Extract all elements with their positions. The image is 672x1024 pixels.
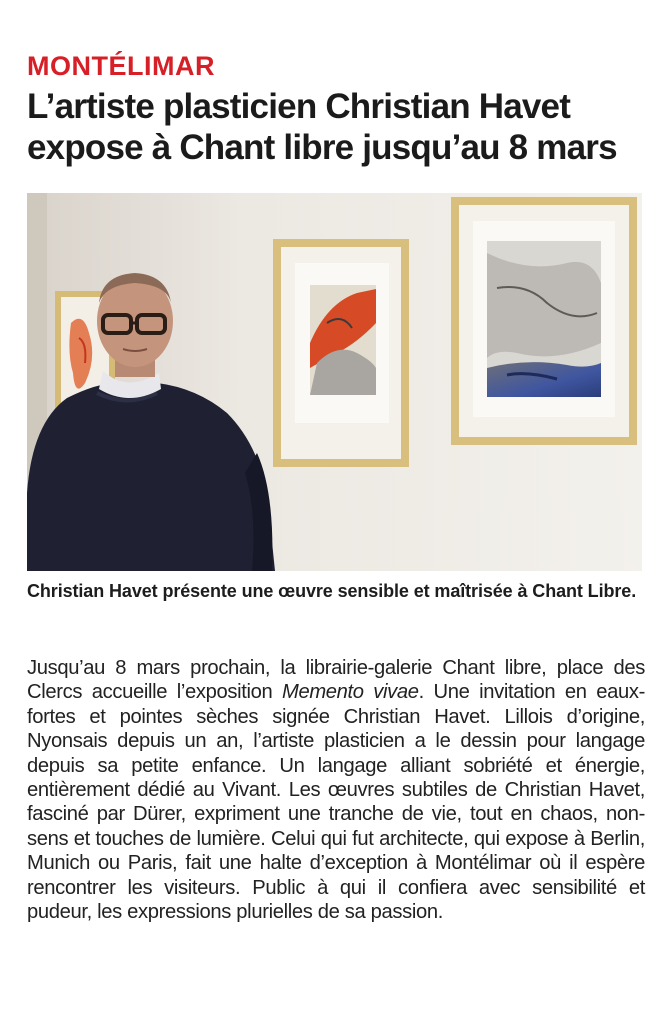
body-text-part2: . Une invitation en eaux-fortes et pointes sèches signée Christian Havet. Lillois d’origine, Nyonsais depuis un an, l’artiste plasticien a le dessin pour langage depuis sa petite enfance. Un langage alliant sobriété et énergie, entièrement dédié au Vivant. Les œuvres subtiles de Christian Havet, fasciné par Dürer, expriment une tranche de vie, tout en chaos, non-sens et touches de lumière. Celui qui fut architecte, qui expose à Berlin, Munich ou Paris, fait une halte d’exception à Montélimar où il espère rencontrer les visiteurs. Public à qui il confiera avec sensibilité et pudeur, les expressions plurielles de sa passion. — [27, 681, 645, 924]
body-text-part1: Jusqu’au 8 mars prochain, la librairie-galerie Chant libre, place des Clercs accueille l’exposition — [27, 657, 645, 704]
photo-caption: Christian Havet présente une œuvre sensible et maîtrisée à Chant Libre. — [27, 581, 637, 601]
article-photo — [27, 193, 642, 571]
article-headline: L’artiste plasticien Christian Havet expose à Chant libre jusqu’au 8 mars — [27, 87, 617, 167]
exhibition-title: Memento vivae — [281, 681, 419, 704]
section-kicker: MONTÉLIMAR — [27, 51, 215, 81]
artwork-frame-middle — [273, 239, 409, 467]
artwork-frame-right — [451, 197, 637, 445]
article-body — [27, 656, 645, 924]
